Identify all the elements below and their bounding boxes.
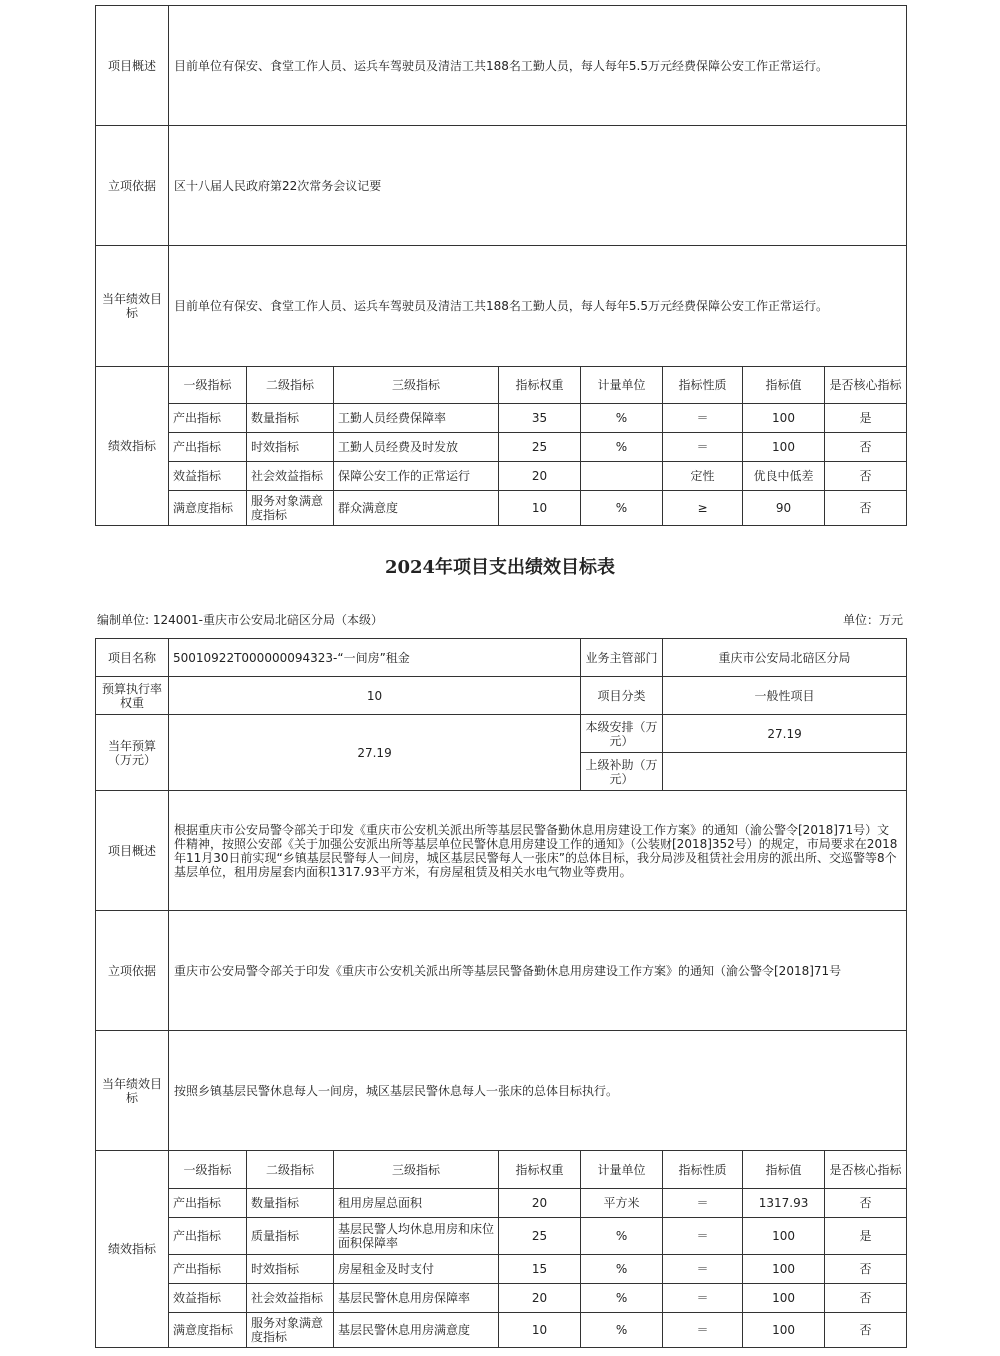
level3-cell: 房屋租金及时支付 [334,1255,499,1284]
level1-cell: 产出指标 [169,1189,247,1218]
level3-cell: 群众满意度 [334,491,499,526]
value-cell: 90 [743,491,825,526]
header-cell: 一级指标 [169,1151,247,1189]
subsidy-label: 上级补助（万元） [581,753,663,791]
level1-cell: 产出指标 [169,1218,247,1255]
dept-value: 重庆市公安局北碚区分局 [663,639,907,677]
overview-label: 项目概述 [96,6,169,126]
table-row [96,404,907,433]
level2-cell: 时效指标 [247,1255,334,1284]
nature-cell: ＝ [663,1189,743,1218]
level3-cell: 工勤人员经费保障率 [334,404,499,433]
core-cell: 否 [825,1189,907,1218]
rate-value: 10 [169,677,581,715]
level2-cell: 社会效益指标 [247,1284,334,1313]
overview-text: 目前单位有保安、食堂工作人员、运兵车驾驶员及清洁工共188名工勤人员，每人每年5.5万元经费保障公安工作正常运行。 [169,6,907,126]
perf-label: 绩效指标 [96,367,169,526]
rate-label: 预算执行率权重 [96,677,169,715]
value-cell: 100 [743,1284,825,1313]
core-cell: 否 [825,491,907,526]
nature-cell: ＝ [663,1255,743,1284]
level1-cell: 满意度指标 [169,1313,247,1348]
table-row [96,1218,907,1255]
value-cell: 100 [743,1255,825,1284]
unit-cell: % [581,433,663,462]
project-overview-text: 根据重庆市公安局警令部关于印发《重庆市公安机关派出所等基层民警备勤休息用房建设工作方案》的通知（渝公警令[2018]71号）文件精神，按照公安部《关于加强公安派出所等基层单位民警休息用房建设工作的通知》（公装财[2018]352号）的规定，市局要求在2018年11月30日前实现“乡镇基层民警每人一间房，城区基层民警每人一张床”的总体目标，我分局涉及租赁社会用房的派出所、交巡警等8个基层单位，租用房屋套内面积1317.93平方米，有房屋租赁及相关水电气物业等费用。 [169,791,907,911]
goal-text: 目前单位有保安、食堂工作人员、运兵车驾驶员及清洁工共188名工勤人员，每人每年5.5万元经费保障公安工作正常运行。 [169,246,907,367]
category-value: 一般性项目 [663,677,907,715]
header-cell: 指标权重 [499,1151,581,1189]
core-cell: 否 [825,433,907,462]
level3-cell: 保障公安工作的正常运行 [334,462,499,491]
unit-cell: % [581,404,663,433]
header-cell: 指标性质 [663,1151,743,1189]
basis-label: 立项依据 [96,126,169,246]
header-cell: 二级指标 [247,1151,334,1189]
unit-cell: 平方米 [581,1189,663,1218]
level2-cell: 数量指标 [247,1189,334,1218]
table-row [96,1284,907,1313]
value-cell: 100 [743,1313,825,1348]
level1-cell: 产出指标 [169,1255,247,1284]
unit-cell: % [581,1218,663,1255]
project-name-label: 项目名称 [96,639,169,677]
table-row [96,1189,907,1218]
header-cell: 是否核心指标 [825,1151,907,1189]
value-cell: 100 [743,1218,825,1255]
weight-cell: 25 [499,433,581,462]
level2-cell: 数量指标 [247,404,334,433]
core-cell: 否 [825,1255,907,1284]
weight-cell: 20 [499,462,581,491]
level1-cell: 满意度指标 [169,491,247,526]
weight-cell: 35 [499,404,581,433]
nature-cell: ＝ [663,1218,743,1255]
header-cell: 指标性质 [663,367,743,404]
level2-cell: 服务对象满意度指标 [247,1313,334,1348]
level2-cell: 服务对象满意度指标 [247,491,334,526]
project-overview-label: 项目概述 [96,791,169,911]
header-cell: 计量单位 [581,1151,663,1189]
level1-cell: 产出指标 [169,404,247,433]
nature-cell: ＝ [663,433,743,462]
level1-cell: 效益指标 [169,462,247,491]
core-cell: 是 [825,404,907,433]
unit-cell: % [581,1255,663,1284]
weight-cell: 25 [499,1218,581,1255]
header-cell: 指标值 [743,1151,825,1189]
weight-cell: 15 [499,1255,581,1284]
value-cell: 100 [743,433,825,462]
core-cell: 否 [825,1313,907,1348]
weight-cell: 10 [499,491,581,526]
goal-label: 当年绩效目标 [96,246,169,367]
level3-cell: 基层民警休息用房满意度 [334,1313,499,1348]
indicator-header-row [96,367,907,404]
table-row [96,491,907,526]
header-cell: 指标值 [743,367,825,404]
money-unit: 单位：万元 [842,613,903,627]
indicator-header-row [96,1151,907,1189]
dept-label: 业务主管部门 [581,639,663,677]
header-cell: 三级指标 [334,367,499,404]
project-performance-table [95,638,907,1348]
header-cell: 是否核心指标 [825,367,907,404]
header-cell: 指标权重 [499,367,581,404]
weight-cell: 10 [499,1313,581,1348]
value-cell: 100 [743,404,825,433]
nature-cell: ＝ [663,1313,743,1348]
weight-cell: 20 [499,1284,581,1313]
category-label: 项目分类 [581,677,663,715]
nature-cell: ≥ [663,491,743,526]
subsidy-value [663,753,907,791]
header-cell: 一级指标 [169,367,247,404]
nature-cell: ＝ [663,1284,743,1313]
unit-cell: % [581,1284,663,1313]
level1-cell: 效益指标 [169,1284,247,1313]
table-row [96,433,907,462]
table-row [96,462,907,491]
basis-text: 区十八届人民政府第22次常务会议记要 [169,126,907,246]
unit-cell [581,462,663,491]
header-cell: 二级指标 [247,367,334,404]
level3-cell: 租用房屋总面积 [334,1189,499,1218]
top-performance-table [95,5,907,526]
local-label: 本级安排（万元） [581,715,663,753]
nature-cell: ＝ [663,404,743,433]
org-unit: 编制单位: 124001-重庆市公安局北碚区分局（本级） [97,613,383,627]
project-name-value: 50010922T000000094323-“一间房”租金 [169,639,581,677]
core-cell: 否 [825,462,907,491]
weight-cell: 20 [499,1189,581,1218]
page-title: 2024年项目支出绩效目标表 [384,557,616,578]
local-value: 27.19 [663,715,907,753]
header-cell: 三级指标 [334,1151,499,1189]
level2-cell: 社会效益指标 [247,462,334,491]
table-row [96,1313,907,1348]
unit-cell: % [581,491,663,526]
budget-label: 当年预算（万元） [96,715,169,791]
project-goal-text: 按照乡镇基层民警休息每人一间房，城区基层民警休息每人一张床的总体目标执行。 [169,1031,907,1151]
core-cell: 否 [825,1284,907,1313]
level2-cell: 质量指标 [247,1218,334,1255]
project-basis-label: 立项依据 [96,911,169,1031]
level3-cell: 基层民警人均休息用房和床位面积保障率 [334,1218,499,1255]
header-cell: 计量单位 [581,367,663,404]
project-perf-label: 绩效指标 [96,1151,169,1348]
unit-cell: % [581,1313,663,1348]
level3-cell: 工勤人员经费及时发放 [334,433,499,462]
project-basis-text: 重庆市公安局警令部关于印发《重庆市公安机关派出所等基层民警备勤休息用房建设工作方案》的通知（渝公警令[2018]71号 [169,911,907,1031]
value-cell: 1317.93 [743,1189,825,1218]
nature-cell: 定性 [663,462,743,491]
project-goal-label: 当年绩效目标 [96,1031,169,1151]
level2-cell: 时效指标 [247,433,334,462]
core-cell: 是 [825,1218,907,1255]
level3-cell: 基层民警休息用房保障率 [334,1284,499,1313]
budget-value: 27.19 [169,715,581,791]
value-cell: 优良中低差 [743,462,825,491]
table-row [96,1255,907,1284]
level1-cell: 产出指标 [169,433,247,462]
